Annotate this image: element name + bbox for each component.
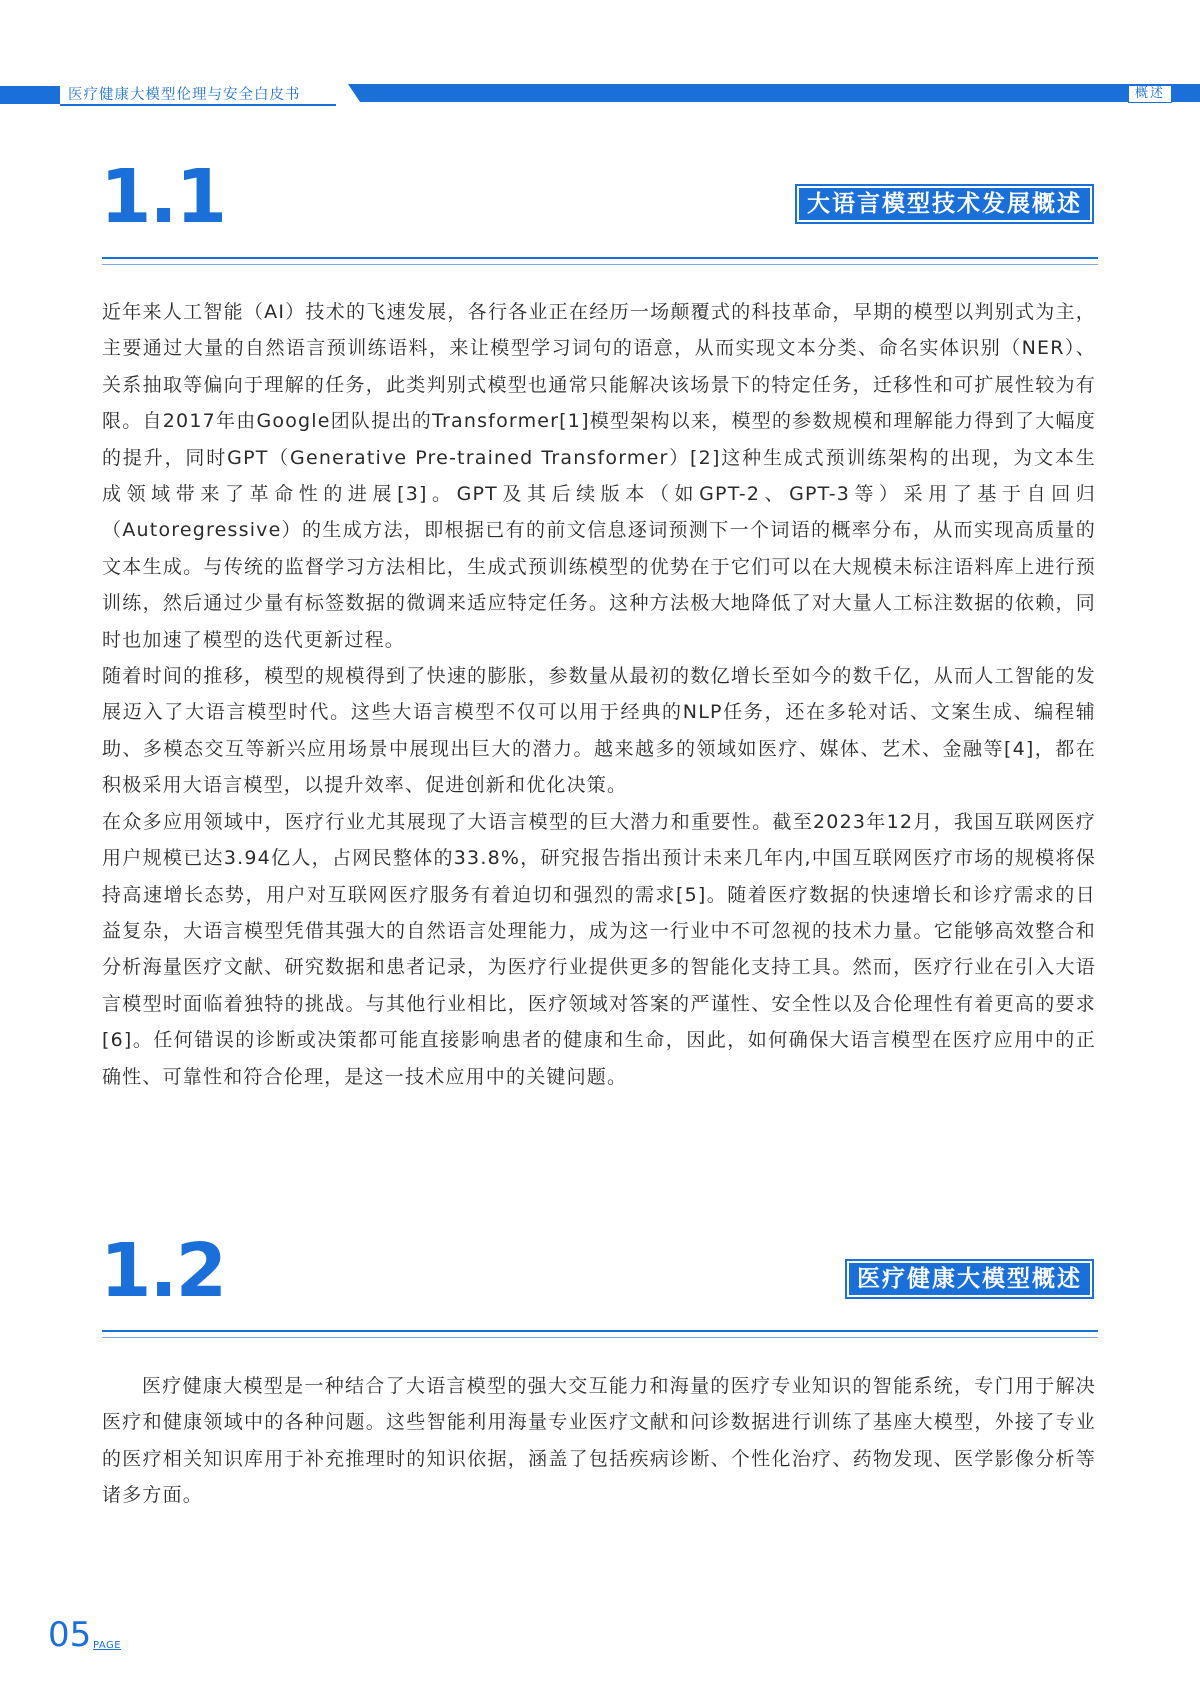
chapter-tag: 概述 xyxy=(1128,85,1172,103)
section-title: 大语言模型技术发展概述 xyxy=(797,186,1092,222)
header-accent-bar-right xyxy=(348,84,1200,102)
section-body xyxy=(102,294,1096,1095)
paragraph: 近年来人工智能（AI）技术的飞速发展，各行各业正在经历一场颠覆式的科技革命，早期的模型以判别式为主，主要通过大量的自然语言预训练语料，来让模型学习词句的语意，从而实现文本分类、命名实体识别（NER）、关系抽取等偏向于理解的任务，此类判别式模型也通常只能解决该场景下的特定任务，迁移性和可扩展性较为有限。自2017年由Google团队提出的Transformer[1]模型架构以来，模型的参数规模和理解能力得到了大幅度的提升，同时GPT（Generative Pre-trained Transformer）[2]这种生成式预训练架构的出现，为文本生成领域带来了革命性的进展[3]。GPT及其后续版本（如GPT-2、GPT-3等）采用了基于自回归（Autoregressive）的生成方法，即根据已有的前文信息逐词预测下一个词语的概率分布，从而实现高质量的文本生成。与传统的监督学习方法相比，生成式预训练模型的优势在于它们可以在大规模未标注语料库上进行预训练，然后通过少量有标签数据的微调来适应特定任务。这种方法极大地降低了对大量人工标注数据的依赖，同时也加速了模型的迭代更新过程。 xyxy=(102,301,1096,651)
section-body xyxy=(102,1368,1096,1514)
header-title-underline xyxy=(60,104,336,106)
section-divider-thin xyxy=(102,1337,1098,1338)
paragraph: 医疗健康大模型是一种结合了大语言模型的强大交互能力和海量的医疗专业知识的智能系统，专门用于解决医疗和健康领域中的各种问题。这些智能利用海量专业医疗文献和问诊数据进行训练了基座大模型，外接了专业的医疗相关知识库用于补充推理时的知识依据，涵盖了包括疾病诊断、个性化治疗、药物发现、医学影像分析等诸多方面。 xyxy=(102,1375,1096,1507)
paragraph: 在众多应用领域中，医疗行业尤其展现了大语言模型的巨大潜力和重要性。截至2023年12月，我国互联网医疗用户规模已达3.94亿人，占网民整体的33.8%，研究报告指出预计未来几年内,中国互联网医疗市场的规模将保持高速增长态势，用户对互联网医疗服务有着迫切和强烈的需求[5]。随着医疗数据的快速增长和诊疗需求的日益复杂，大语言模型凭借其强大的自然语言处理能力，成为这一行业中不可忽视的技术力量。它能够高效整合和分析海量医疗文献、研究数据和患者记录，为医疗行业提供更多的智能化支持工具。然而，医疗行业在引入大语言模型时面临着独特的挑战。与其他行业相比，医疗领域对答案的严谨性、安全性以及合伦理性有着更高的要求[6]。任何错误的诊断或决策都可能直接影响患者的健康和生命，因此，如何确保大语言模型在医疗应用中的正确性、可靠性和符合伦理，是这一技术应用中的关键问题。 xyxy=(102,810,1096,1088)
section-title: 医疗健康大模型概述 xyxy=(847,1261,1092,1297)
page-label: PAGE xyxy=(93,1640,122,1651)
section-number: 1.1 xyxy=(100,154,226,240)
page-number: 05 xyxy=(48,1615,92,1655)
header-accent-bar-left xyxy=(0,86,60,104)
section-divider xyxy=(102,257,1098,259)
document-title: 医疗健康大模型伦理与安全白皮书 xyxy=(68,87,301,103)
section-number: 1.2 xyxy=(100,1228,226,1314)
section-divider-thin xyxy=(102,264,1098,265)
paragraph: 随着时间的推移，模型的规模得到了快速的膨胀，参数量从最初的数亿增长至如今的数千亿，从而人工智能的发展迈入了大语言模型时代。这些大语言模型不仅可以用于经典的NLP任务，还在多轮对话、文案生成、编程辅助、多模态交互等新兴应用场景中展现出巨大的潜力。越来越多的领域如医疗、媒体、艺术、金融等[4]，都在积极采用大语言模型，以提升效率、促进创新和优化决策。 xyxy=(102,665,1096,797)
section-divider xyxy=(102,1330,1098,1332)
